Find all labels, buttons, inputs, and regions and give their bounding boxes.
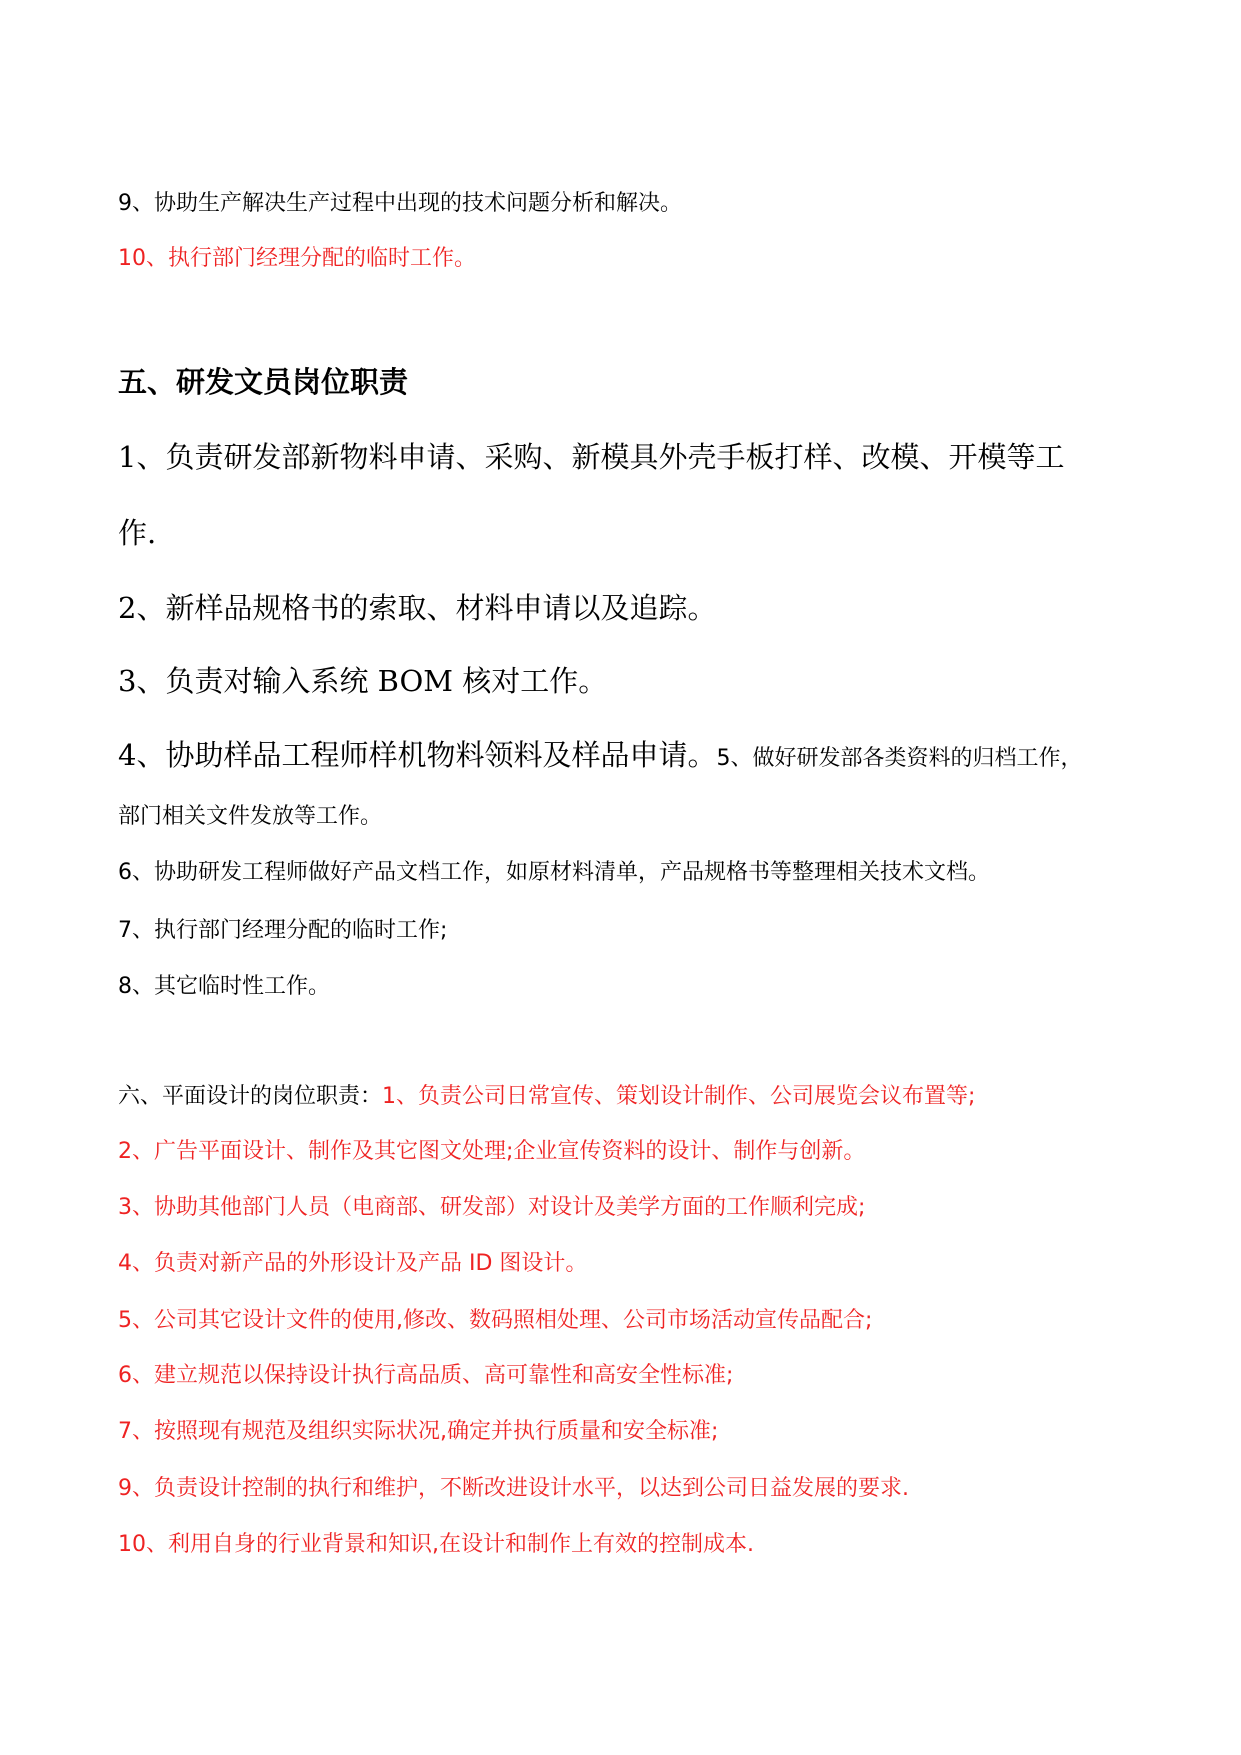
section-6-item-10: 10、利用自身的行业背景和知识,在设计和制作上有效的控制成本. [118,1532,754,1557]
section-6-title: 六、平面设计的岗位职责： [118,1084,383,1109]
section-6-item-4: 4、负责对新产品的外形设计及产品 ID 图设计。 [118,1251,588,1276]
section-6-item-6: 6、建立规范以保持设计执行高品质、高可靠性和高安全性标准; [118,1363,734,1388]
section-5-item-5: 5、做好研发部各类资料的归档工作， [716,746,1083,771]
section-5-item-8: 8、其它临时性工作。 [118,974,330,999]
section-5-item-1: 1、负责研发部新物料申请、采购、新模具外壳手板打样、改模、开模等工 [118,440,1065,474]
section-5-item-6: 6、协助研发工程师做好产品文档工作，如原材料清单，产品规格书等整理相关技术文档。 [118,860,991,885]
section-6-item-9: 9、负责设计控制的执行和维护，不断改进设计水平，以达到公司日益发展的要求. [118,1476,909,1501]
section-5-title: 五、研发文员岗位职责 [118,365,409,399]
section-6-item-7: 7、按照现有规范及组织实际状况,确定并执行质量和安全标准; [118,1419,719,1444]
section-5-item-2: 2、新样品规格书的索取、材料申请以及追踪。 [118,591,717,625]
section-6-item-2: 2、广告平面设计、制作及其它图文处理;企业宣传资料的设计、制作与创新。 [118,1139,866,1164]
list-item-9: 9、协助生产解决生产过程中出现的技术问题分析和解决。 [118,191,682,216]
section-5-item-4: 4、协助样品工程师样机物料领料及样品申请。 [118,738,717,772]
section-5-item-1-cont: 作. [118,516,157,550]
section-5-item-7: 7、执行部门经理分配的临时工作; [118,918,448,943]
section-5-item-5-cont: 部门相关文件发放等工作。 [118,804,383,829]
section-6-item-3: 3、协助其他部门人员（电商部、研发部）对设计及美学方面的工作顺利完成; [118,1195,866,1220]
list-item-10: 10、执行部门经理分配的临时工作。 [118,246,476,271]
section-6-first-line [118,1086,975,1108]
section-5-item-4-line [118,738,1083,772]
section-6-item-1: 1、负责公司日常宣传、策划设计制作、公司展览会议布置等; [382,1084,976,1109]
section-6-item-5: 5、公司其它设计文件的使用,修改、数码照相处理、公司市场活动宣传品配合; [118,1308,873,1333]
section-5-item-3: 3、负责对输入系统 BOM 核对工作。 [118,664,608,698]
